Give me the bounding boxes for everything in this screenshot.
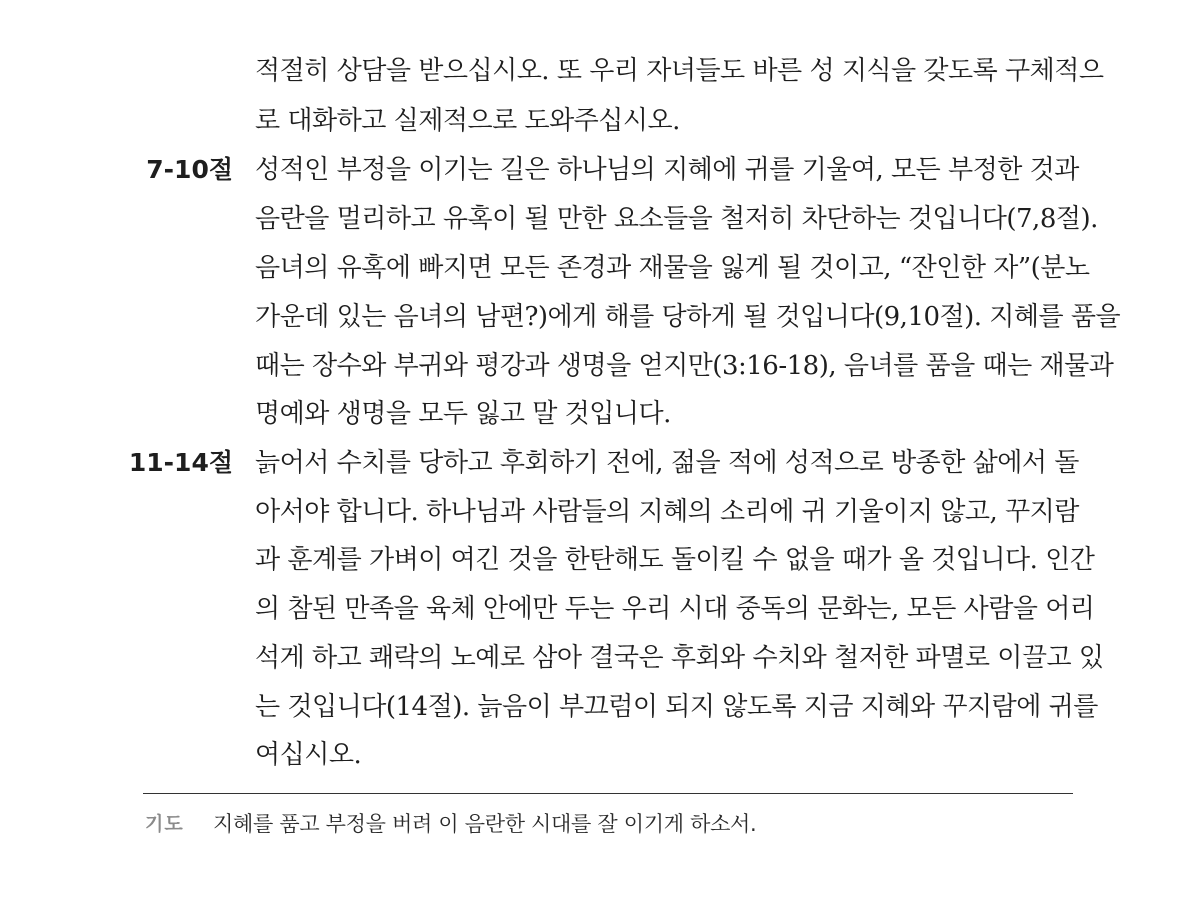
section-11-14-line: 과 훈계를 가벼이 여긴 것을 한탄해도 돌이킬 수 없을 때가 올 것입니다. 인간	[255, 545, 1095, 575]
prayer-divider	[143, 793, 1073, 794]
section-7-10-line: 성적인 부정을 이기는 길은 하나님의 지혜에 귀를 기울여, 모든 부정한 것과	[255, 155, 1079, 185]
intro-line: 로 대화하고 실제적으로 도와주십시오.	[255, 106, 680, 136]
section-11-14-line: 의 참된 만족을 육체 안에만 두는 우리 시대 중독의 문화는, 모든 사람을 어리	[255, 594, 1095, 624]
verse-label-7-10: 7-10절	[146, 155, 233, 184]
section-7-10-line: 음녀의 유혹에 빠지면 모든 존경과 재물을 잃게 될 것이고, “잔인한 자”(분노	[255, 253, 1090, 283]
section-7-10-line: 음란을 멀리하고 유혹이 될 만한 요소들을 철저히 차단하는 것입니다(7,8절).	[255, 204, 1098, 234]
section-11-14-line: 늙어서 수치를 당하고 후회하기 전에, 젊을 적에 성적으로 방종한 삶에서 돌	[255, 448, 1079, 478]
section-7-10-line: 가운데 있는 음녀의 남편?)에게 해를 당하게 될 것입니다(9,10절). 지혜를 품을	[255, 302, 1121, 332]
prayer-label: 기도	[145, 813, 184, 835]
verse-label-11-14: 11-14절	[128, 448, 233, 477]
section-7-10-line: 때는 장수와 부귀와 평강과 생명을 얻지만(3:16-18), 음녀를 품을 때는 재물과	[255, 351, 1114, 381]
section-11-14-line: 아서야 합니다. 하나님과 사람들의 지혜의 소리에 귀 기울이지 않고, 꾸지람	[255, 497, 1079, 527]
section-11-14-line: 석게 하고 쾌락의 노예로 삼아 결국은 후회와 수치와 철저한 파멸로 이끌고 있	[255, 643, 1104, 673]
intro-line: 적절히 상담을 받으십시오. 또 우리 자녀들도 바른 성 지식을 갖도록 구체적으	[255, 56, 1104, 86]
section-7-10-line: 명예와 생명을 모두 잃고 말 것입니다.	[255, 399, 671, 429]
section-11-14-line: 여십시오.	[255, 740, 362, 770]
section-11-14-line: 는 것입니다(14절). 늙음이 부끄럼이 되지 않도록 지금 지혜와 꾸지람에 귀를	[255, 692, 1098, 722]
prayer-text: 지혜를 품고 부정을 버려 이 음란한 시대를 잘 이기게 하소서.	[213, 812, 757, 836]
